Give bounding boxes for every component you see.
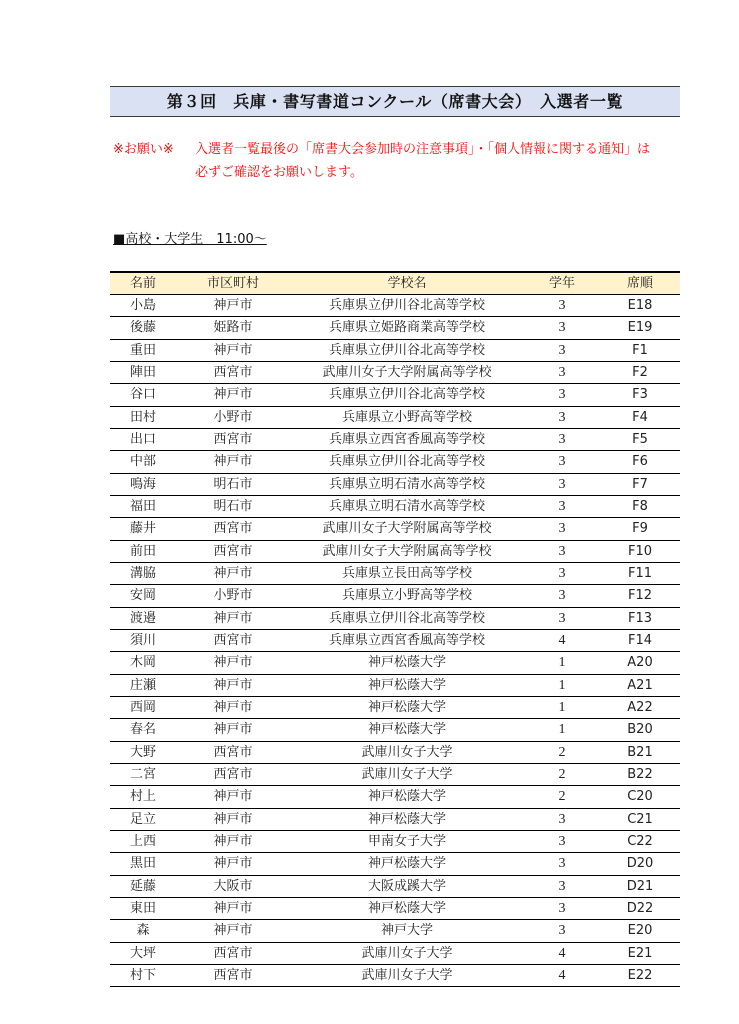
- cell-school: 武庫川女子大学附属高等学校: [322, 521, 492, 537]
- table-row: [110, 742, 680, 764]
- cell-seat: F12: [627, 588, 653, 604]
- cell-grade: 3: [558, 900, 566, 916]
- cell-city: 西宮市: [213, 364, 253, 380]
- cell-city: 明石市: [213, 476, 253, 492]
- cell-name: 村下: [129, 967, 156, 983]
- cell-grade: 1: [558, 722, 566, 738]
- cell-grade: 3: [558, 588, 566, 604]
- cell-city: 西宮市: [213, 431, 253, 447]
- cell-name: 庄瀬: [129, 677, 156, 693]
- cell-name: 谷口: [129, 387, 156, 403]
- cell-city: 神戸市: [213, 811, 253, 827]
- cell-seat: E20: [627, 923, 653, 939]
- cell-grade: 3: [558, 454, 566, 470]
- cell-school: 兵庫県立長田高等学校: [341, 565, 472, 581]
- cell-school: 兵庫県立伊川谷北高等学校: [328, 298, 485, 313]
- cell-seat: A21: [627, 677, 653, 693]
- cell-grade: 3: [558, 342, 566, 358]
- cell-name: 木岡: [129, 655, 156, 671]
- cell-name: 東田: [129, 900, 156, 916]
- notice-text: [195, 138, 650, 184]
- cell-school: 神戸松蔭大学: [367, 699, 446, 715]
- table-row: [110, 295, 680, 317]
- cell-grade: 3: [558, 521, 566, 537]
- cell-seat: F10: [627, 543, 653, 559]
- table-row: [110, 675, 680, 697]
- cell-seat: F9: [632, 521, 648, 537]
- cell-school: 兵庫県立伊川谷北高等学校: [328, 387, 485, 403]
- cell-name: 小島: [129, 298, 156, 313]
- cell-grade: 3: [558, 476, 566, 492]
- table-row: [110, 518, 680, 540]
- cell-grade: 3: [558, 610, 566, 626]
- table-row: [110, 541, 680, 563]
- cell-city: 神戸市: [213, 856, 253, 872]
- cell-seat: F5: [632, 431, 648, 447]
- notice-block: [113, 138, 650, 184]
- cell-school: 神戸松蔭大学: [367, 811, 446, 827]
- table-row: [110, 496, 680, 518]
- cell-grade: 3: [558, 833, 566, 849]
- cell-city: 神戸市: [213, 833, 253, 849]
- cell-city: 神戸市: [213, 342, 253, 358]
- cell-city: 西宮市: [213, 521, 253, 537]
- table-header: [110, 271, 680, 295]
- cell-seat: F2: [632, 364, 648, 380]
- cell-city: 西宮市: [213, 744, 253, 760]
- cell-city: 西宮市: [213, 543, 253, 559]
- cell-name: 後藤: [129, 320, 156, 336]
- table-row: [110, 831, 680, 853]
- cell-name: 田村: [129, 409, 156, 425]
- cell-grade: 3: [558, 565, 566, 581]
- cell-city: 神戸市: [213, 789, 253, 805]
- cell-city: 神戸市: [213, 655, 253, 671]
- cell-school: 神戸松蔭大学: [367, 900, 446, 916]
- cell-name: 鳴海: [129, 476, 156, 492]
- cell-seat: D22: [626, 900, 654, 916]
- results-table: [110, 271, 680, 987]
- cell-city: 神戸市: [213, 699, 253, 715]
- table-row: [110, 786, 680, 808]
- cell-name: 陣田: [129, 364, 156, 380]
- cell-school: 神戸松蔭大学: [367, 722, 446, 738]
- cell-grade: 3: [558, 320, 566, 336]
- table-row: [110, 585, 680, 607]
- header-school: 学校名: [387, 276, 427, 291]
- cell-name: 上西: [129, 833, 156, 849]
- cell-grade: 3: [558, 364, 566, 380]
- table-body: [110, 295, 680, 987]
- notice-line: 入選者一覧最後の「席書大会参加時の注意事項」・「個人情報に関する通知」は: [195, 142, 651, 157]
- cell-grade: 1: [558, 699, 566, 715]
- cell-city: 西宮市: [213, 766, 253, 782]
- table-row: [110, 965, 680, 987]
- cell-seat: D21: [626, 878, 654, 894]
- table-row: [110, 943, 680, 965]
- cell-grade: 2: [558, 744, 566, 760]
- cell-name: 出口: [129, 431, 156, 447]
- cell-name: 安岡: [129, 588, 156, 604]
- cell-seat: E21: [627, 945, 653, 961]
- table-row: [110, 719, 680, 741]
- cell-city: 小野市: [213, 588, 253, 604]
- cell-school: 兵庫県立小野高等学校: [341, 409, 472, 425]
- cell-grade: 2: [558, 766, 566, 782]
- cell-school: 神戸松蔭大学: [367, 655, 446, 671]
- cell-name: 前田: [129, 543, 156, 559]
- cell-city: 神戸市: [213, 387, 253, 403]
- cell-school: 神戸松蔭大学: [367, 856, 446, 872]
- table-row: [110, 407, 680, 429]
- cell-school: 兵庫県立伊川谷北高等学校: [328, 342, 485, 358]
- cell-city: 神戸市: [213, 298, 253, 313]
- cell-grade: 3: [558, 923, 566, 939]
- cell-city: 小野市: [213, 409, 253, 425]
- table-row: [110, 764, 680, 786]
- cell-school: 武庫川女子大学: [361, 766, 453, 782]
- cell-seat: F4: [632, 409, 648, 425]
- cell-school: 神戸大学: [380, 923, 433, 939]
- cell-school: 兵庫県立明石清水高等学校: [328, 476, 485, 492]
- table-row: [110, 384, 680, 406]
- cell-name: 溝脇: [129, 565, 156, 581]
- cell-name: 福田: [129, 498, 156, 514]
- cell-grade: 4: [558, 632, 566, 648]
- header-seat: 席順: [626, 276, 653, 291]
- section-heading: ■高校・大学生 11:00～: [113, 232, 267, 247]
- table-row: [110, 429, 680, 451]
- cell-school: 兵庫県立西宮香風高等学校: [328, 431, 485, 447]
- cell-name: 森: [136, 923, 150, 939]
- cell-grade: 4: [558, 945, 566, 961]
- table-row: [110, 474, 680, 496]
- cell-name: 村上: [129, 789, 156, 805]
- cell-school: 兵庫県立伊川谷北高等学校: [328, 454, 485, 470]
- cell-name: 延藤: [129, 878, 156, 894]
- cell-seat: D20: [626, 856, 654, 872]
- cell-school: 大阪成蹊大学: [367, 878, 446, 894]
- cell-city: 西宮市: [213, 945, 253, 961]
- cell-grade: 3: [558, 543, 566, 559]
- cell-city: 明石市: [213, 498, 253, 514]
- cell-grade: 1: [558, 655, 566, 671]
- cell-school: 武庫川女子大学: [361, 967, 453, 983]
- cell-name: 渡邉: [129, 610, 156, 626]
- table-row: [110, 652, 680, 674]
- cell-city: 神戸市: [213, 454, 253, 470]
- table-row: [110, 920, 680, 942]
- cell-city: 神戸市: [213, 610, 253, 626]
- cell-city: 西宮市: [213, 632, 253, 648]
- cell-school: 兵庫県立明石清水高等学校: [328, 498, 485, 514]
- cell-name: 須川: [129, 632, 156, 648]
- cell-seat: F14: [627, 632, 653, 648]
- cell-seat: A22: [627, 699, 653, 715]
- table-row: [110, 451, 680, 473]
- cell-seat: F11: [627, 565, 653, 581]
- table-row: [110, 340, 680, 362]
- cell-city: 神戸市: [213, 900, 253, 916]
- cell-seat: A20: [627, 655, 653, 671]
- cell-seat: B21: [627, 744, 653, 760]
- cell-seat: E18: [627, 298, 653, 313]
- cell-school: 兵庫県立姫路商業高等学校: [328, 320, 485, 336]
- cell-seat: B20: [627, 722, 653, 738]
- cell-school: 神戸松蔭大学: [367, 677, 446, 693]
- cell-city: 神戸市: [213, 923, 253, 939]
- cell-grade: 2: [558, 789, 566, 805]
- cell-city: 大阪市: [213, 878, 253, 894]
- cell-city: 神戸市: [213, 677, 253, 693]
- cell-school: 兵庫県立西宮香風高等学校: [328, 632, 485, 648]
- header-city: 市区町村: [206, 276, 259, 291]
- cell-seat: F3: [632, 387, 648, 403]
- cell-grade: 1: [558, 677, 566, 693]
- cell-seat: E22: [627, 967, 653, 983]
- cell-grade: 4: [558, 967, 566, 983]
- cell-city: 神戸市: [213, 722, 253, 738]
- table-row: [110, 853, 680, 875]
- cell-grade: 3: [558, 878, 566, 894]
- table-row: [110, 630, 680, 652]
- cell-school: 武庫川女子大学: [361, 744, 453, 760]
- cell-seat: C21: [627, 811, 653, 827]
- cell-seat: F7: [632, 476, 648, 492]
- cell-seat: B22: [627, 766, 653, 782]
- cell-seat: F6: [632, 454, 648, 470]
- cell-seat: F13: [627, 610, 653, 626]
- header-name: 名前: [129, 276, 156, 291]
- cell-grade: 3: [558, 856, 566, 872]
- cell-school: 武庫川女子大学附属高等学校: [322, 543, 492, 559]
- cell-name: 春名: [129, 722, 156, 738]
- cell-name: 二宮: [129, 766, 156, 782]
- cell-name: 黒田: [129, 856, 156, 872]
- cell-grade: 3: [558, 387, 566, 403]
- cell-name: 足立: [129, 811, 156, 827]
- table-row: [110, 876, 680, 898]
- cell-name: 重田: [129, 342, 156, 358]
- cell-seat: F8: [632, 498, 648, 514]
- header-grade: 学年: [548, 276, 575, 291]
- cell-city: 姫路市: [213, 320, 253, 336]
- cell-seat: C20: [627, 789, 653, 805]
- cell-name: 藤井: [129, 521, 156, 537]
- table-row: [110, 317, 680, 339]
- cell-seat: E19: [627, 320, 653, 336]
- page-title: 第３回 兵庫・書写書道コンクール（席書大会） 入選者一覧: [110, 86, 680, 117]
- cell-grade: 3: [558, 498, 566, 514]
- cell-grade: 3: [558, 431, 566, 447]
- table-row: [110, 608, 680, 630]
- cell-city: 神戸市: [213, 565, 253, 581]
- cell-school: 神戸松蔭大学: [367, 789, 446, 805]
- cell-school: 武庫川女子大学: [361, 945, 453, 961]
- cell-name: 西岡: [129, 699, 156, 715]
- cell-grade: 3: [558, 298, 566, 313]
- cell-name: 大野: [129, 744, 156, 760]
- table-row: [110, 898, 680, 920]
- cell-school: 兵庫県立小野高等学校: [341, 588, 472, 604]
- table-row: [110, 563, 680, 585]
- table-row: [110, 362, 680, 384]
- table-row: [110, 809, 680, 831]
- cell-city: 西宮市: [213, 967, 253, 983]
- cell-name: 大坪: [129, 945, 156, 961]
- table-row: [110, 697, 680, 719]
- cell-grade: 3: [558, 811, 566, 827]
- cell-name: 中部: [129, 454, 156, 470]
- cell-school: 武庫川女子大学附属高等学校: [322, 364, 492, 380]
- notice-label: ※お願い※: [113, 142, 174, 157]
- cell-school: 兵庫県立伊川谷北高等学校: [328, 610, 485, 626]
- notice-line: 必ずご確認をお願いします。: [195, 165, 363, 180]
- cell-seat: C22: [627, 833, 653, 849]
- cell-grade: 3: [558, 409, 566, 425]
- cell-school: 甲南女子大学: [367, 833, 446, 849]
- cell-seat: F1: [632, 342, 648, 358]
